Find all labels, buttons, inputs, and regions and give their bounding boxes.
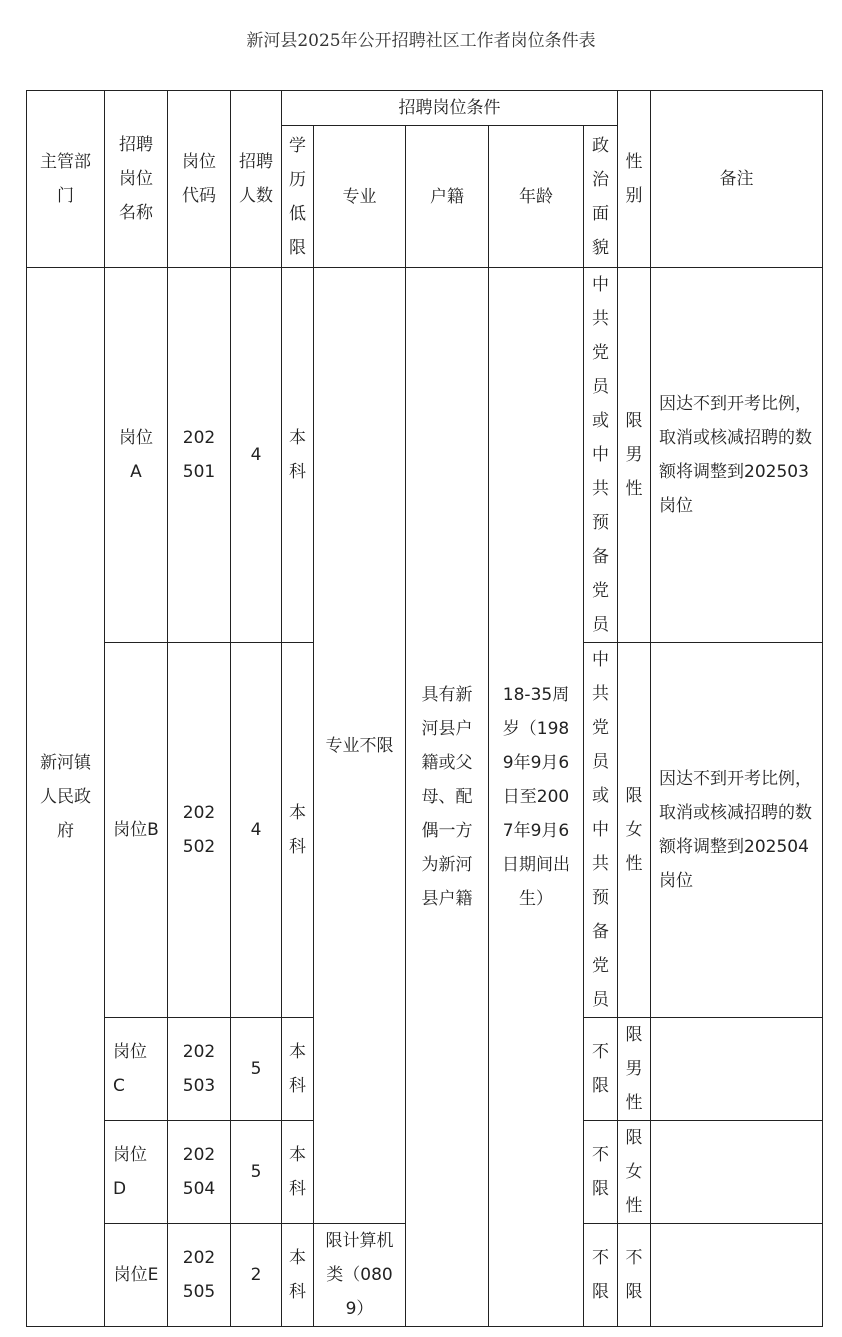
post-code-cell: 202501 [168, 268, 231, 643]
age-cell: 18-35周岁（1989年9月6日至2007年9月6日期间出生） [489, 268, 584, 1327]
count-cell: 4 [231, 268, 282, 643]
header-remarks: 备注 [651, 91, 823, 268]
header-conditions: 招聘岗位条件 [282, 91, 618, 126]
recruitment-table [26, 90, 823, 1327]
political-cell: 不限 [584, 1224, 618, 1327]
header-dept: 主管部门 [27, 91, 105, 268]
gender-cell: 限女性 [618, 643, 651, 1018]
post-name-cell: 岗位D [105, 1121, 168, 1224]
header-count: 招聘人数 [231, 91, 282, 268]
gender-cell: 限男性 [618, 1018, 651, 1121]
header-major: 专业 [314, 126, 406, 268]
remarks-cell [651, 1224, 823, 1327]
education-cell: 本科 [282, 1121, 314, 1224]
header-political: 政治面貌 [584, 126, 618, 268]
education-cell: 本科 [282, 1224, 314, 1327]
gender-cell: 不限 [618, 1224, 651, 1327]
major-cell: 限计算机类（0809） [314, 1224, 406, 1327]
hukou-cell: 具有新河县户籍或父母、配偶一方为新河县户籍 [406, 268, 489, 1327]
political-cell: 不限 [584, 1018, 618, 1121]
post-code-cell: 202505 [168, 1224, 231, 1327]
political-cell: 中共党员或中共预备党员 [584, 268, 618, 643]
education-cell: 本科 [282, 1018, 314, 1121]
post-code-cell: 202502 [168, 643, 231, 1018]
document-title: 新河县2025年公开招聘社区工作者岗位条件表 [246, 31, 596, 51]
post-name-cell: 岗位A [105, 268, 168, 643]
header-post-code: 岗位代码 [168, 91, 231, 268]
gender-cell: 限男性 [618, 268, 651, 643]
header-post-name: 招聘岗位名称 [105, 91, 168, 268]
header-row-1 [27, 91, 823, 126]
post-name-cell: 岗位E [105, 1224, 168, 1327]
count-cell: 2 [231, 1224, 282, 1327]
major-cell: 专业不限 [314, 268, 406, 1224]
count-cell: 4 [231, 643, 282, 1018]
dept-cell: 新河镇人民政府 [27, 268, 105, 1327]
header-gender: 性别 [618, 91, 651, 268]
remarks-cell: 因达不到开考比例，取消或核减招聘的数额将调整到202503岗位 [651, 268, 823, 643]
political-cell: 中共党员或中共预备党员 [584, 643, 618, 1018]
remarks-cell: 因达不到开考比例，取消或核减招聘的数额将调整到202504岗位 [651, 643, 823, 1018]
count-cell: 5 [231, 1121, 282, 1224]
header-education: 学历低限 [282, 126, 314, 268]
post-name-cell: 岗位B [105, 643, 168, 1018]
post-code-cell: 202503 [168, 1018, 231, 1121]
remarks-cell [651, 1121, 823, 1224]
education-cell: 本科 [282, 643, 314, 1018]
header-hukou: 户籍 [406, 126, 489, 268]
education-cell: 本科 [282, 268, 314, 643]
gender-cell: 限女性 [618, 1121, 651, 1224]
header-age: 年龄 [489, 126, 584, 268]
post-code-cell: 202504 [168, 1121, 231, 1224]
table-row [27, 268, 823, 643]
political-cell: 不限 [584, 1121, 618, 1224]
post-name-cell: 岗位C [105, 1018, 168, 1121]
count-cell: 5 [231, 1018, 282, 1121]
remarks-cell [651, 1018, 823, 1121]
